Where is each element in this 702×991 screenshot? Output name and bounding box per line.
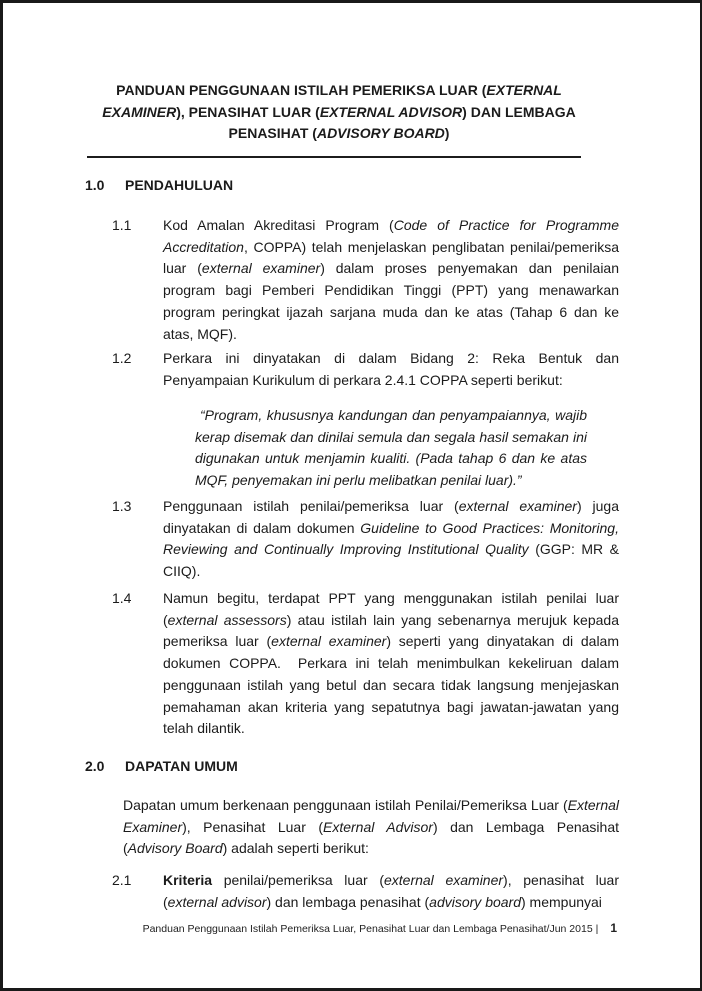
item-1-1-number: 1.1 — [112, 217, 132, 233]
item-1-2 — [112, 348, 619, 391]
document-title-line-1: PANDUAN PENGGUNAAN ISTILAH PEMERIKSA LUAR (EXTERNAL — [116, 82, 562, 98]
section-1-number: 1.0 — [85, 177, 105, 193]
item-1-3-number: 1.3 — [112, 498, 132, 514]
item-1-3-text: Penggunaan istilah penilai/pemeriksa luar (external examiner) juga dinyatakan di dalam dokumen Guideline to Good Practices: Monitoring, Reviewing and Continually Improving Institutional Quality (GGP: MR & CIIQ). — [163, 498, 620, 580]
item-1-2-number: 1.2 — [112, 350, 132, 366]
title-divider-rule — [87, 156, 581, 158]
item-1-4 — [112, 588, 619, 740]
item-2-1 — [112, 870, 619, 913]
item-2-1-number: 2.1 — [112, 872, 132, 888]
item-1-4-number: 1.4 — [112, 590, 132, 606]
section-2-number: 2.0 — [85, 758, 105, 774]
item-1-2-text: Perkara ini dinyatakan di dalam Bidang 2: Reka Bentuk dan Penyampaian Kurikulum di perkara 2.4.1 COPPA seperti berikut: — [163, 350, 619, 388]
item-1-3 — [112, 496, 619, 583]
section-1-title: PENDAHULUAN — [125, 177, 234, 193]
document-title-line-3: PENASIHAT (ADVISORY BOARD) — [228, 125, 450, 142]
footer-text: Panduan Penggunaan Istilah Pemeriksa Luar, Penasihat Luar dan Lembaga Penasihat/Jun 2015 | — [142, 923, 599, 935]
section-2-intro-paragraph: Dapatan umum berkenaan penggunaan istilah Penilai/Pemeriksa Luar (External Examiner), Penasihat Luar (External Advisor) dan Lembaga Penasihat (Advisory Board) adalah seperti berikut: — [123, 797, 620, 857]
section-2-heading — [85, 756, 238, 778]
item-1-4-text: Namun begitu, terdapat PPT yang menggunakan istilah penilai luar (external assessors) atau istilah lain yang sebenarnya merujuk kepada pemeriksa luar (external examiner) seperti yang dinyatakan di dalam dokumen COPPA. Perkara ini telah menimbulkan kekeliruan dalam penggunaan istilah yang betul dan secara tidak langsung menjejaskan pemahaman akan kriteria yang sepatutnya bagi jawatan-jawatan yang telah dilantik. — [163, 590, 620, 737]
page-footer — [97, 921, 617, 936]
item-1-1 — [112, 215, 619, 345]
item-2-1-text: Kriteria penilai/pemeriksa luar (external examiner), penasihat luar (external advisor) dan lembaga penasihat (advisory board) mempunyai — [163, 872, 619, 910]
document-title-line-2: EXAMINER), PENASIHAT LUAR (EXTERNAL ADVISOR) DAN LEMBAGA — [102, 103, 576, 120]
page-number: 1 — [610, 921, 617, 935]
section-1-heading — [85, 175, 233, 197]
block-quote: “Program, khususnya kandungan dan penyampaiannya, wajib kerap disemak dan dinilai semula dan segala hasil semakan ini digunakan untuk menjamin kualiti. (Pada tahap 6 dan ke atas MQF, penyemakan ini perlu melibatkan penilai luar).” — [195, 407, 587, 489]
section-2-title: DAPATAN UMUM — [125, 758, 238, 774]
item-1-1-text: Kod Amalan Akreditasi Program (Code of Practice for Programme Accreditation, COPPA) telah menjelaskan penglibatan penilai/pemeriksa luar (external examiner) dalam proses penyemakan dan penilaian program bagi Pemberi Pendidikan Tinggi (PPT) yang menawarkan program peringkat ijazah sarjana muda dan ke atas (Tahap 6 dan ke atas, MQF). — [163, 217, 619, 342]
document-title — [83, 80, 595, 145]
